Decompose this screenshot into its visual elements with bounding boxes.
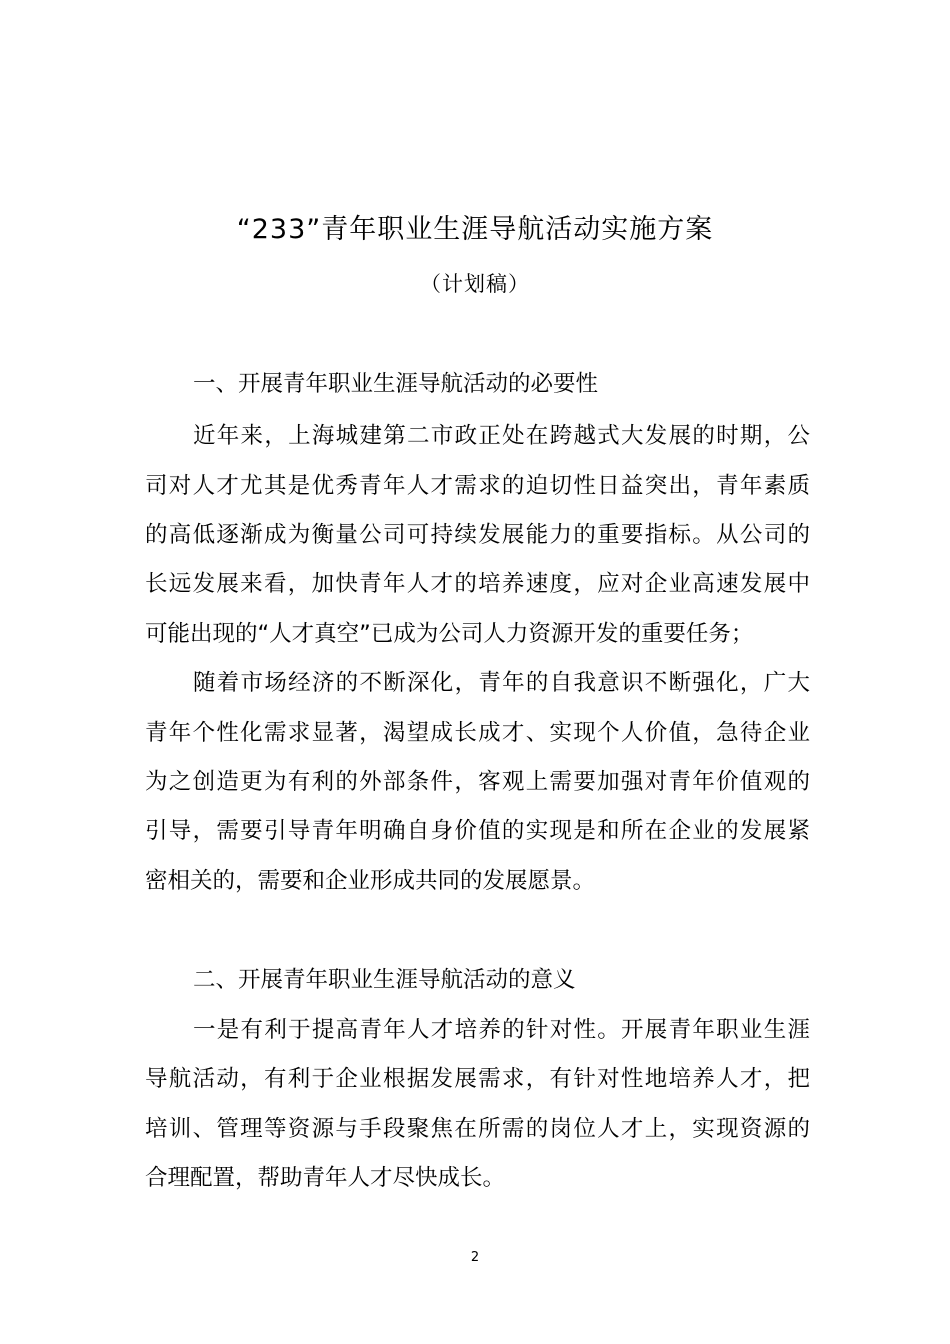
section-1-paragraph-2-line: 为之创造更为有利的外部条件，客观上需要加强对青年价值观的 (145, 769, 810, 795)
section-2-heading: 二、开展青年职业生涯导航活动的意义 (193, 967, 576, 993)
section-1-paragraph-1-line: 的高低逐渐成为衡量公司可持续发展能力的重要指标。从公司的 (145, 522, 810, 548)
page-number: 2 (470, 1250, 480, 1265)
section-1-paragraph-1-line: 近年来，上海城建第二市政正处在跨越式大发展的时期，公 (193, 423, 810, 449)
section-1-paragraph-2-line: 密相关的，需要和企业形成共同的发展愿景。 (145, 868, 596, 894)
section-1-paragraph-1-line: 司对人才尤其是优秀青年人才需求的迫切性日益突出，青年素质 (145, 473, 810, 499)
document-title: “233”青年职业生涯导航活动实施方案 (236, 214, 714, 245)
section-1-paragraph-2-line: 引导，需要引导青年明确自身价值的实现是和所在企业的发展紧 (145, 818, 810, 844)
section-1-paragraph-1-line: 可能出现的“人才真空”已成为公司人力资源开发的重要任务； (145, 621, 754, 647)
section-2-paragraph-1-line: 培训、管理等资源与手段聚焦在所需的岗位人才上，实现资源的 (145, 1116, 810, 1142)
section-2-paragraph-1-line: 一是有利于提高青年人才培养的针对性。开展青年职业生涯 (193, 1017, 810, 1043)
section-1-paragraph-2-line: 随着市场经济的不断深化，青年的自我意识不断强化，广大 (193, 670, 810, 696)
document-subtitle: （计划稿） (420, 272, 530, 296)
section-2-paragraph-1-line: 合理配置，帮助青年人才尽快成长。 (145, 1165, 506, 1191)
section-1-paragraph-2-line: 青年个性化需求显著，渴望成长成才、实现个人价值，急待企业 (145, 720, 810, 746)
section-2-paragraph-1-line: 导航活动，有利于企业根据发展需求，有针对性地培养人才，把 (145, 1066, 810, 1092)
section-1-paragraph-1-line: 长远发展来看，加快青年人才的培养速度，应对企业高速发展中 (145, 571, 810, 597)
section-1-heading: 一、开展青年职业生涯导航活动的必要性 (193, 371, 599, 397)
